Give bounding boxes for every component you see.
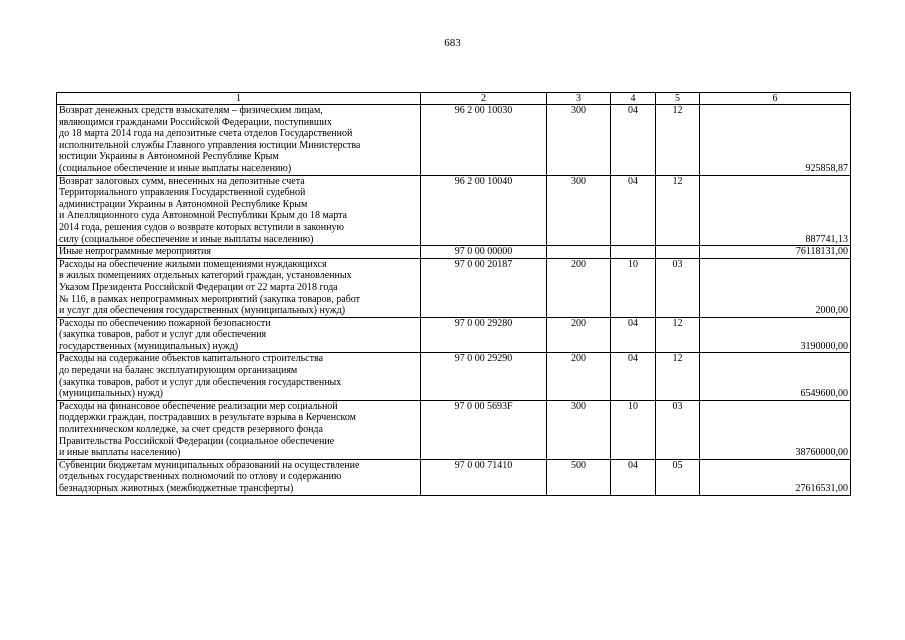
row-name-line: силу (социальное обеспечение и иные выплаты населению) (59, 233, 314, 245)
row-name-line: и иные выплаты населению) (59, 447, 181, 459)
header-col-4: 4 (611, 93, 656, 105)
row-expense-type: 200 (547, 258, 611, 317)
row-target-code: 97 0 00 5693F (421, 400, 547, 459)
row-name-line: в жилых помещениях отдельных категорий граждан, установленных (59, 270, 352, 282)
table-row (57, 105, 851, 176)
row-name (57, 175, 421, 246)
row-name-line: и Апелляционного суда Автономной Республики Крым до 18 марта (59, 210, 347, 222)
row-expense-type: 300 (547, 105, 611, 176)
header-col-6: 6 (700, 93, 851, 105)
row-amount: 3190000,00 (700, 317, 851, 353)
row-name-line: (социальное обеспечение и иные выплаты населению) (59, 162, 292, 174)
row-name (57, 317, 421, 353)
row-name-line: Расходы по обеспечению пожарной безопасности (59, 317, 271, 329)
row-name (57, 258, 421, 317)
row-amount: 38760000,00 (700, 400, 851, 459)
row-target-code: 97 0 00 71410 (421, 459, 547, 495)
row-name (57, 246, 421, 259)
row-name-line: и услуг для обеспечения государственных (муниципальных) нужд) (59, 305, 346, 317)
row-name-line: безнадзорных животных (межбюджетные трансферты) (59, 483, 294, 494)
row-expense-type: 200 (547, 353, 611, 400)
row-name-line: исполнительной службы Главного управления юстиции Министерства (59, 139, 361, 151)
row-section: 04 (611, 459, 656, 495)
row-name-line: являющимся гражданами Российской Федерации, поступивших (59, 116, 332, 128)
row-amount: 27616531,00 (700, 459, 851, 495)
row-section: 04 (611, 317, 656, 353)
row-name (57, 400, 421, 459)
row-name-line: Расходы на финансовое обеспечение реализации мер социальной (59, 400, 338, 412)
header-col-5: 5 (656, 93, 700, 105)
row-subsection: 12 (656, 317, 700, 353)
row-expense-type: 300 (547, 175, 611, 246)
header-col-2: 2 (421, 93, 547, 105)
row-name-line: Указом Президента Российской Федерации от 22 марта 2018 года (59, 281, 338, 293)
row-name-line: юстиции Украины в Автономной Республике Крым (59, 151, 279, 163)
row-amount: 6549600,00 (700, 353, 851, 400)
row-amount: 2000,00 (700, 258, 851, 317)
table-row (57, 459, 851, 495)
table-row (57, 400, 851, 459)
row-name-line: поддержки граждан, пострадавших в результате взрыва в Керченском (59, 412, 356, 424)
row-expense-type: 300 (547, 400, 611, 459)
row-target-code: 97 0 00 20187 (421, 258, 547, 317)
table-row (57, 258, 851, 317)
row-name-line: до передачи на баланс эксплуатирующим организациям (59, 365, 298, 377)
row-subsection: 03 (656, 258, 700, 317)
row-name-line: Возврат залоговых сумм, внесенных на депозитные счета (59, 175, 305, 187)
row-subsection: 03 (656, 400, 700, 459)
row-name-line: Территориального управления Государственной судебной (59, 187, 306, 199)
row-name-line: политехническом колледже, за счет средств резервного фонда (59, 424, 323, 436)
row-amount: 887741,13 (700, 175, 851, 246)
row-name-line: государственных (муниципальных) нужд) (59, 340, 239, 352)
row-name-line: до 18 марта 2014 года на депозитные счета отделов Государственной (59, 128, 353, 140)
row-name-line: администрации Украины в Автономной Республике Крым (59, 198, 308, 210)
row-name-line: Расходы на обеспечение жилыми помещениями нуждающихся (59, 258, 327, 270)
table-row (57, 175, 851, 246)
row-name (57, 459, 421, 495)
row-subsection: 12 (656, 353, 700, 400)
row-expense-type (547, 246, 611, 259)
table-row (57, 246, 851, 259)
row-name-line: (закупка товаров, работ и услуг для обеспечения (59, 329, 267, 341)
table-header-row (57, 93, 851, 105)
row-subsection: 12 (656, 175, 700, 246)
row-name-line: (муниципальных) нужд) (59, 388, 163, 400)
row-name-line: Правительства Российской Федерации (социальное обеспечение (59, 435, 335, 447)
row-section: 04 (611, 105, 656, 176)
row-target-code: 97 0 00 29280 (421, 317, 547, 353)
row-subsection: 12 (656, 105, 700, 176)
row-section: 04 (611, 175, 656, 246)
page-number: 683 (444, 37, 461, 49)
row-target-code: 97 0 00 00000 (421, 246, 547, 259)
row-section: 10 (611, 400, 656, 459)
row-name-line: (закупка товаров, работ и услуг для обеспечения государственных (59, 376, 342, 388)
row-expense-type: 200 (547, 317, 611, 353)
row-expense-type: 500 (547, 459, 611, 495)
row-subsection (656, 246, 700, 259)
row-section: 10 (611, 258, 656, 317)
row-name-line: отдельных государственных полномочий по отлову и содержанию (59, 471, 342, 483)
row-name-line: № 116, в рамках непрограммных мероприятий (закупка товаров, работ (59, 293, 361, 305)
row-target-code: 97 0 00 29290 (421, 353, 547, 400)
row-name (57, 105, 421, 176)
row-name-line: Расходы на содержание объектов капитального строительства (59, 353, 324, 365)
header-col-1: 1 (57, 93, 421, 105)
row-section (611, 246, 656, 259)
row-name-line: Иные непрограммные мероприятия (59, 246, 211, 258)
row-target-code: 96 2 00 10040 (421, 175, 547, 246)
row-amount: 925858,87 (700, 105, 851, 176)
row-target-code: 96 2 00 10030 (421, 105, 547, 176)
table-row (57, 353, 851, 400)
row-section: 04 (611, 353, 656, 400)
table-row (57, 317, 851, 353)
row-name-line: Возврат денежных средств взыскателям – физическим лицам, (59, 105, 323, 116)
row-name (57, 353, 421, 400)
row-name-line: Субвенции бюджетам муниципальных образований на осуществление (59, 459, 360, 471)
header-col-3: 3 (547, 93, 611, 105)
row-subsection: 05 (656, 459, 700, 495)
row-amount: 76118131,00 (700, 246, 851, 259)
row-name-line: 2014 года, решения судов о возврате которых вступили в законную (59, 221, 344, 233)
budget-table (56, 92, 851, 496)
